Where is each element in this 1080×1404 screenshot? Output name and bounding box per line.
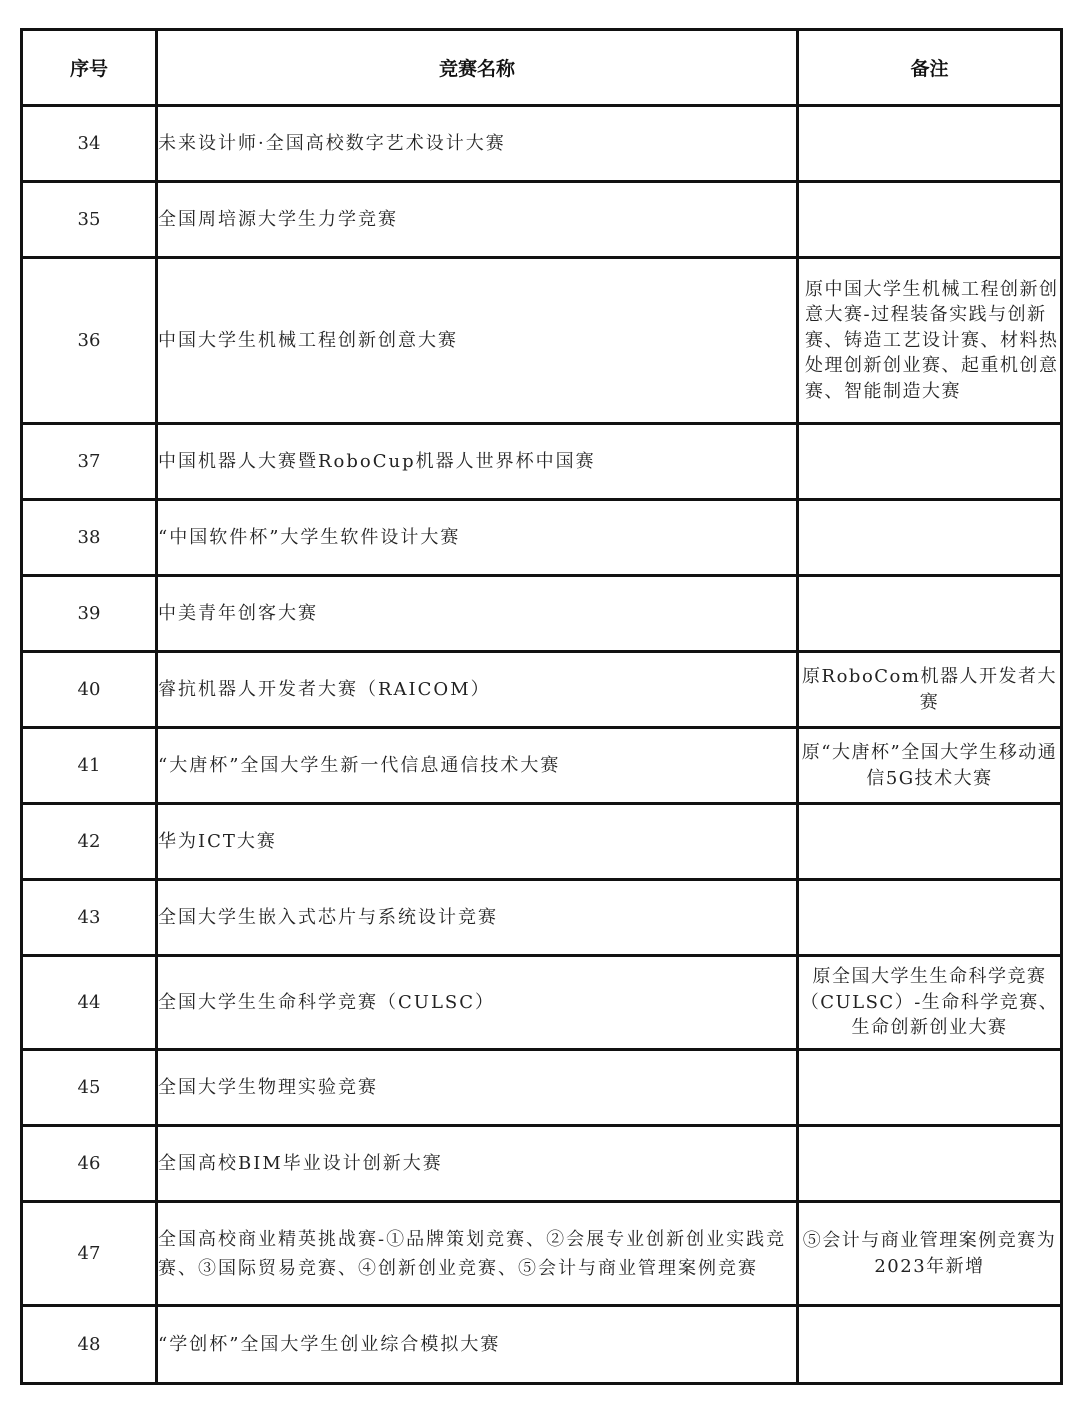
row-note [798, 880, 1062, 956]
row-index: 39 [22, 576, 157, 652]
row-note [798, 1306, 1062, 1384]
competition-name: 全国高校BIM毕业设计创新大赛 [157, 1126, 798, 1202]
row-index: 46 [22, 1126, 157, 1202]
table-row [22, 652, 1062, 728]
competition-table [20, 28, 1063, 1385]
row-index: 40 [22, 652, 157, 728]
competition-name: 全国高校商业精英挑战赛-①品牌策划竞赛、②会展专业创新创业实践竞赛、③国际贸易竞赛、④创新创业竞赛、⑤会计与商业管理案例竞赛 [157, 1202, 798, 1306]
row-index: 35 [22, 182, 157, 258]
competition-name: 睿抗机器人开发者大赛（RAICOM） [157, 652, 798, 728]
row-index: 38 [22, 500, 157, 576]
row-note: ⑤会计与商业管理案例竞赛为2023年新增 [798, 1202, 1062, 1306]
competition-name: 全国大学生嵌入式芯片与系统设计竞赛 [157, 880, 798, 956]
competition-name: “中国软件杯”大学生软件设计大赛 [157, 500, 798, 576]
competition-name: 全国周培源大学生力学竞赛 [157, 182, 798, 258]
row-note [798, 1126, 1062, 1202]
row-index: 37 [22, 424, 157, 500]
row-index: 43 [22, 880, 157, 956]
table-row [22, 258, 1062, 424]
row-note: 原“大唐杯”全国大学生移动通信5G技术大赛 [798, 728, 1062, 804]
row-index: 47 [22, 1202, 157, 1306]
table-row [22, 424, 1062, 500]
row-note: 原中国大学生机械工程创新创意大赛-过程装备实践与创新赛、铸造工艺设计赛、材料热处理创新创业赛、起重机创意赛、智能制造大赛 [798, 258, 1062, 424]
competition-name: “学创杯”全国大学生创业综合模拟大赛 [157, 1306, 798, 1384]
table-row [22, 1050, 1062, 1126]
table-row [22, 728, 1062, 804]
table-row [22, 106, 1062, 182]
table-row [22, 956, 1062, 1050]
row-index: 36 [22, 258, 157, 424]
table-row [22, 1126, 1062, 1202]
header-name: 竞赛名称 [157, 30, 798, 106]
table-row [22, 576, 1062, 652]
row-note [798, 500, 1062, 576]
competition-name: 华为ICT大赛 [157, 804, 798, 880]
row-note [798, 804, 1062, 880]
header-note: 备注 [798, 30, 1062, 106]
table-row [22, 1202, 1062, 1306]
competition-name: 全国大学生生命科学竞赛（CULSC） [157, 956, 798, 1050]
table-row [22, 500, 1062, 576]
table-row [22, 182, 1062, 258]
competition-name: 全国大学生物理实验竞赛 [157, 1050, 798, 1126]
competition-name: 中国机器人大赛暨RoboCup机器人世界杯中国赛 [157, 424, 798, 500]
table-row [22, 804, 1062, 880]
row-note: 原全国大学生生命科学竞赛（CULSC）-生命科学竞赛、生命创新创业大赛 [798, 956, 1062, 1050]
competition-name: 中美青年创客大赛 [157, 576, 798, 652]
row-index: 42 [22, 804, 157, 880]
competition-name: 中国大学生机械工程创新创意大赛 [157, 258, 798, 424]
row-index: 34 [22, 106, 157, 182]
row-index: 41 [22, 728, 157, 804]
row-note [798, 106, 1062, 182]
table-header-row [22, 30, 1062, 106]
row-note [798, 424, 1062, 500]
row-index: 45 [22, 1050, 157, 1126]
row-note: 原RoboCom机器人开发者大赛 [798, 652, 1062, 728]
row-note [798, 1050, 1062, 1126]
competition-name: “大唐杯”全国大学生新一代信息通信技术大赛 [157, 728, 798, 804]
table-row [22, 880, 1062, 956]
table-row [22, 1306, 1062, 1384]
row-index: 48 [22, 1306, 157, 1384]
competition-name: 未来设计师·全国高校数字艺术设计大赛 [157, 106, 798, 182]
row-index: 44 [22, 956, 157, 1050]
row-note [798, 576, 1062, 652]
row-note [798, 182, 1062, 258]
header-index: 序号 [22, 30, 157, 106]
